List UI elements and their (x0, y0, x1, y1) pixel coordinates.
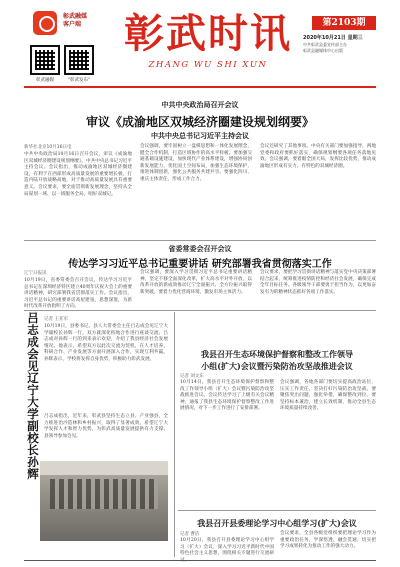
feature-byline: 记者 王亚军 (44, 317, 68, 322)
publisher-info: 中共彰武县委宣传部主办 彰武县融媒体中心出版 (303, 42, 347, 53)
third-kicker: 我县召开生态环境保护督察和整改工作领导 (201, 349, 353, 359)
feature-vertical-headline: 吕志成会见辽宁大学副校长孙辉 (26, 312, 40, 480)
feature-column: 吕志成指出，近年来，彰武县坚持生态立县、产业强县，全力推进治沙造林和乡村振兴，取得了显著成效。希望辽宁大学发挥人才和智力优势，为彰武高质量发展提供有力支撑。县领导参加会见。 (44, 414, 168, 439)
feature-photo (40, 461, 168, 541)
section-divider (24, 310, 376, 311)
app-logo-icon (33, 11, 57, 35)
third-column: 10月14日，我县召开生态环境保护督察和整改工作领导小组（扩大）会议暨污染防治攻坚战推进会议。会议传达学习了上级有关会议精神，通报了我县生态环境保护督察整改工作进展情况，对下一步工作进行了安排部署。 (180, 380, 274, 412)
fourth-column: 10月20日，我县召开县委理论学习中心组学习（扩大）会议，深入学习习近平新时代中国特色社会主义思想，围绕相关专题进行交流研 (180, 538, 274, 557)
feature-column: 10月19日，县委书记、县人大常委会主任吕志成会见辽宁大学副校长孙辉一行，双方就深化校地合作进行座谈交流。吕志成对孙辉一行的到来表示欢迎，介绍了我县经济社会发展情况。他表示，希望双方以此次交流为契机，在人才培养、科研合作、产业发展等方面开展深入合作，实现互利共赢。孙辉表示，学校将发挥自身优势，积极助力彰武发展。 (44, 324, 168, 362)
column-divider (174, 312, 175, 557)
qr-caption: "彰武发布" (67, 78, 91, 83)
second-column: 会议要求，要把学习贯彻讲话精神与落实党中央决策部署结合起来，统筹推进疫情防控和经济社会发展，确保完成全年目标任务。各级领导干部要勇于担当作为，以更加奋发有为的精神状态抓好各项工作落实。 (260, 270, 376, 295)
app-label: 彰武融媒 客户端 (63, 13, 88, 28)
fourth-column: 会议要求，全县各级党组织要把理论学习作为重要政治任务，学深悟透、融会贯通，切实把学习成果转化为推动工作的强大动力。 (280, 531, 376, 550)
lead-subheadline: 中共中央总书记习近平主持会议 (151, 131, 249, 140)
issue-date: 2020年10月21日 星期三 (303, 35, 363, 41)
qr-code-icon (30, 45, 60, 75)
lead-headline: 审议《成渝地区双城经济圈建设规划纲要》 (85, 115, 314, 129)
masthead-rule (24, 86, 376, 88)
lead-kicker: 中共中央政治局召开会议 (161, 100, 239, 109)
fourth-headline: 我县召开县委理论学习中心组学习(扩大)会议 (197, 518, 357, 528)
qr-caption: 彰武融媒 (36, 78, 54, 83)
lead-column: 会议强调，要牢固树立一盘棋思想和一体化发展理念，健全合作机制，打造区域协作的高水平样板。要加强交通基础设施建设，加快现代产业体系建设，增强协同创新发展能力，优化国土空间布局，加强生态环境保护，推进体制创新，强化公共服务共建共享。要强化四川、重庆主体责任，形成工作合力。 (140, 144, 252, 182)
third-headline: 小组(扩大)会议暨污染防治攻坚战推进会议 (201, 361, 353, 371)
masthead (0, 0, 400, 82)
second-headline: 传达学习习近平总书记重要讲话 研究部署我省贯彻落实工作 (68, 259, 332, 270)
newspaper-title-en: ZHANG WU SHI XUN (148, 60, 268, 70)
second-column: 10月19日，省委常委会召开会议，传达学习习近平总书记在深圳经济特区建立40周年庆祝大会上的重要讲话精神，研究部署我省贯彻落实工作。会议指出，习近平总书记的重要讲话高屋建瓴、思想深邃，为新时代改革开放指明了方向。 (24, 278, 132, 310)
third-byline: 记者 刘文东 (180, 374, 204, 379)
section-divider (178, 510, 376, 511)
issue-number: 第2103期 (312, 16, 376, 30)
fourth-byline: 记者 曹洁 (180, 532, 200, 537)
second-kicker: 省委常委会召开会议 (168, 244, 232, 253)
lead-column: 会议还研究了其他事项。中央有关部门要加强指导，两地党委和政府要抓好落实，确保规划纲要各项任务落地见效。会议强调，要着眼全国大局，发挥比较优势，推动成渝地区形成有实力、有特色的双城经济圈。 (260, 144, 376, 169)
bottom-rule (24, 560, 376, 561)
lead-column: 中共中央政治局10月16日召开会议，审议《成渝地区双城经济圈建设规划纲要》。中共中央总书记习近平主持会议。会议指出，推动成渝地区双城经济圈建设，有利于在西部形成高质量发展的重要增长极，打造内陆开放战略高地，对于推动高质量发展具有重要意义。会议要求，要全面贯彻新发展理念，坚持从全局谋划一域、以一域服务全局，唱好双城记。 (24, 152, 132, 197)
second-byline: 辽宁日报讯 (24, 271, 47, 276)
newspaper-title: 彰武时讯 (124, 10, 292, 57)
third-column: 会议强调，各地各部门要切实提高政治站位，压实工作责任，坚决打好污染防治攻坚战。要聚焦突出问题，强化举措，确保整改到位。要坚持标本兼治，建立长效机制，推动全县生态环境质量持续改善。 (280, 380, 376, 412)
lead-byline: 新华社北京10月16日电 (24, 145, 72, 150)
qr-code-icon (64, 45, 94, 75)
section-divider (24, 240, 376, 241)
second-column: 会议强调，要深入学习贯彻习近平总书记重要讲话精神，坚定不移全面深化改革，扩大高水平对外开放，以改革开放的新成效推动辽宁全面振兴、全方位振兴取得新突破。要着力优化营商环境，激发市场主体活力。 (140, 270, 252, 295)
